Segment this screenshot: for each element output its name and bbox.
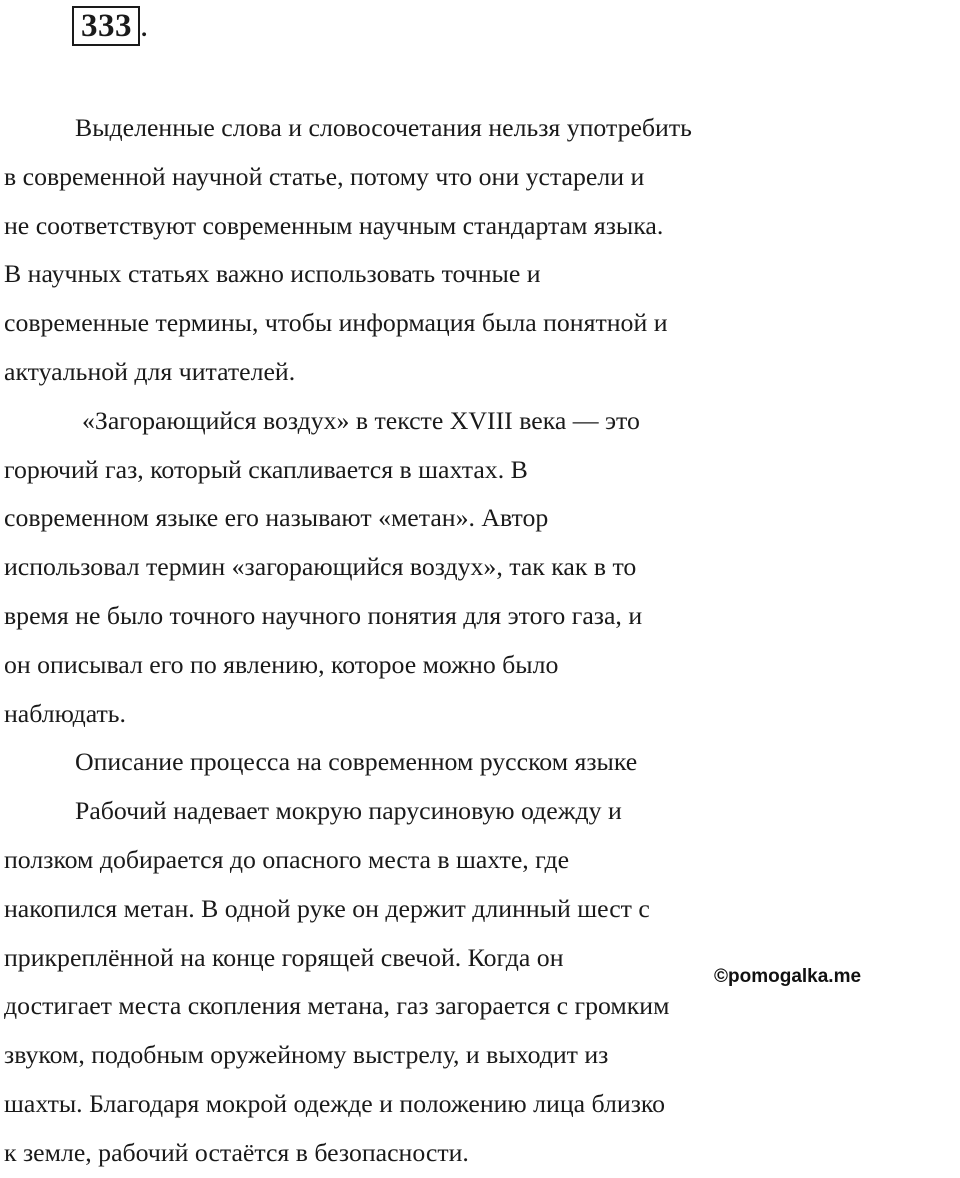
text-line: достигает места скопления метана, газ загорается с громким — [4, 991, 670, 1021]
text-line: горючий газ, который скапливается в шахтах. В — [4, 454, 528, 484]
task-number-box: 333 — [72, 6, 140, 46]
section-heading: Описание процесса на современном русском языке — [75, 747, 638, 777]
text-line: Выделенные слова и словосочетания нельзя употребить — [75, 113, 692, 142]
watermark: ©pomogalka.me — [714, 966, 862, 987]
text-line: использовал термин «загорающийся воздух», так как в то — [4, 552, 637, 582]
text-line: актуальной для читателей. — [4, 356, 296, 386]
text-line: В научных статьях важно использовать точные и — [4, 259, 541, 289]
text-line: шахты. Благодаря мокрой одежде и положению лица близко — [4, 1088, 666, 1118]
text-line: не соответствуют современным научным стандартам языка. — [4, 210, 664, 240]
text-line: современные термины, чтобы информация была понятной и — [4, 308, 668, 338]
text-line: наблюдать. — [4, 698, 126, 728]
text-line: прикреплённой на конце горящей свечой. Когда он — [4, 942, 564, 972]
text-line: «Загорающийся воздух» в тексте XVIII века — это — [82, 405, 640, 435]
task-header — [72, 6, 148, 46]
task-number-dot: . — [140, 8, 149, 44]
text-line: современном языке его называют «метан». Автор — [4, 503, 549, 533]
text-line: в современной научной статье, потому что они устарели и — [4, 161, 645, 191]
answer-text — [4, 104, 960, 1178]
text-line: накопился метан. В одной руке он держит длинный шест с — [4, 893, 650, 923]
text-line: ползком добирается до опасного места в шахте, где — [4, 844, 570, 874]
text-line: Рабочий надевает мокрую парусиновую одежду и — [75, 796, 622, 826]
text-line: звуком, подобным оружейному выстрелу, и выходит из — [4, 1040, 609, 1070]
text-line: время не было точного научного понятия для этого газа, и — [4, 600, 643, 630]
text-line: к земле, рабочий остаётся в безопасности. — [4, 1137, 469, 1167]
text-line: он описывал его по явлению, которое можно было — [4, 649, 559, 679]
